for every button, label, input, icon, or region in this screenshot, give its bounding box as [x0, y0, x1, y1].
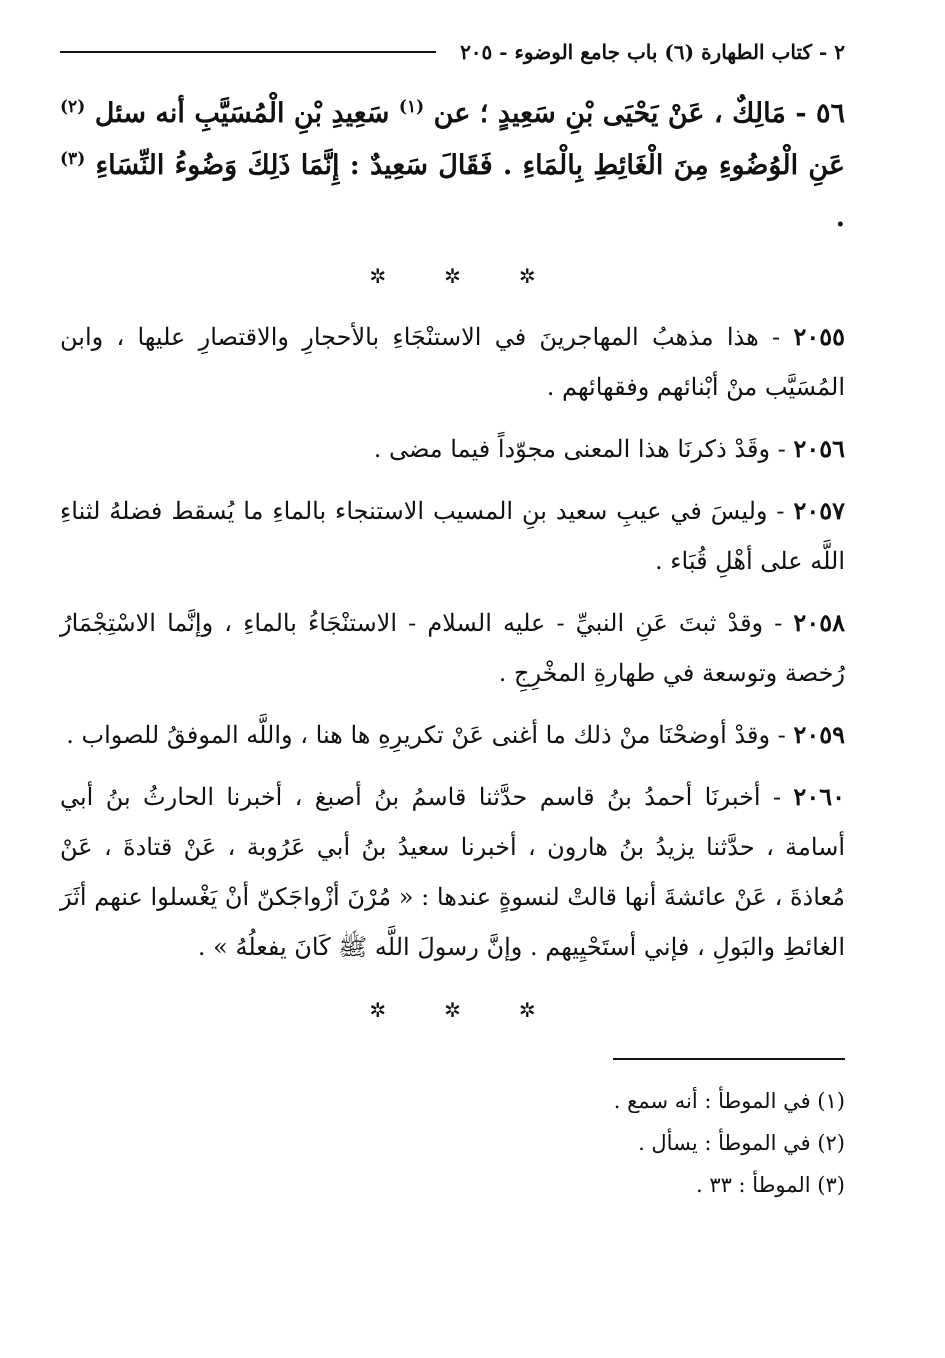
paragraph-number: ٢٠٥٧	[793, 496, 845, 525]
footnotes	[60, 1080, 845, 1206]
paragraph-text: - وليسَ في عيبِ سعيد بنِ المسيب الاستنجاء بالماءِ ما يُسقط فضلهُ لثناءِ اللَّه على أهْلِ قُبَاء .	[60, 497, 845, 575]
footnote-ref-1: (١)	[398, 97, 425, 117]
footnote-ref-3: (٣)	[60, 149, 86, 169]
commentary-paragraph-2059	[60, 704, 845, 766]
paragraph-number: ٢٠٥٨	[793, 608, 845, 637]
book-page	[60, 30, 845, 1330]
star-ornament-icon: ✲	[369, 264, 387, 288]
star-ornament-icon: ✲	[369, 998, 387, 1022]
footnote-ref-2: (٢)	[60, 97, 86, 117]
star-ornament-icon: ✲	[518, 264, 536, 288]
footnote-1: (١) في الموطأ : أنه سمع .	[613, 1089, 845, 1113]
footnote-3: (٣) الموطأ : ٣٣ .	[695, 1173, 845, 1197]
paragraph-number: ٢٠٥٥	[793, 322, 845, 351]
running-header	[60, 30, 845, 74]
commentary-paragraph-2055	[60, 306, 845, 418]
paragraph-text: - وقَدْ ذكرنَا هذا المعنى مجوّداً فيما مضى .	[373, 435, 786, 463]
commentary-paragraph-2057	[60, 480, 845, 592]
paragraph-text: - أخبرنَا أحمدُ بنُ قاسم حدَّثنا قاسمُ بنُ أصبغ ، أخبرنا الحارثُ بنُ أبي أسامة ، حدَّثنا يزيدُ بنُ هارون ، أخبرنا سعيدُ بنُ أبي عَرُوبة ، عَنْ قتادةَ ، عَنْ مُعاذةَ ، عَنْ عائشةَ أنها قالتْ لنسوةٍ عندها : « مُرْنَ أزْواجَكنّ أنْ يَغْسلوا عنهم أثَرَ الغائطِ والبَولِ ، فإني أستَحْيِيهم . وإنَّ رسولَ اللَّه ﷺ كَانَ يفعلُهُ » .	[60, 783, 845, 961]
footnote-2: (٢) في الموطأ : يسأل .	[638, 1131, 845, 1155]
hadith-number: ٥٦	[816, 98, 846, 129]
hadith-text-part-3: عَنِ الْوُضُوءِ مِنَ الْغَائِطِ بِالْمَاءِ . فَقَالَ سَعِيدٌ : إِنَّمَا ذَلِكَ وَضُوءُ النِّسَاءِ	[95, 150, 845, 181]
paragraph-text: - وقدْ أوضحْنَا منْ ذلك ما أغنى عَنْ تكريرِهِ ها هنا ، واللَّه الموفقُ للصواب .	[66, 721, 786, 749]
paragraph-text: - هذا مذهبُ المهاجرينَ في الاستنْجَاءِ بالأحجارِ والاقتصارِ عليها ، وابن المُسَيَّب منْ أبْنائهم وفقهائهم .	[60, 323, 845, 401]
star-ornament-icon: ✲	[444, 998, 461, 1022]
hadith-text-part-4: .	[835, 202, 845, 233]
commentary-paragraph-2058	[60, 592, 845, 704]
star-ornament-icon: ✲	[518, 998, 536, 1022]
commentary-paragraph-2060	[60, 766, 845, 978]
footnote-separator	[613, 1058, 845, 1060]
paragraph-number: ٢٠٥٩	[793, 720, 845, 749]
section-divider-stars	[60, 256, 845, 296]
paragraph-number: ٢٠٥٦	[793, 434, 845, 463]
header-rule	[60, 51, 436, 53]
paragraph-text: - وقدْ ثبتَ عَنِ النبيِّ - عليه السلام - الاستنْجَاءُ بالماءِ ، وإنَّما الاسْتِجْمَارُ رُخصة وتوسعة في طهارةِ المخْرِجِ .	[60, 609, 845, 687]
hadith-56	[60, 88, 845, 244]
section-divider-stars-bottom	[60, 990, 845, 1030]
paragraph-number: ٢٠٦٠	[793, 782, 845, 811]
running-header-title: ٢ - كتاب الطهارة (٦) باب جامع الوضوء - ٢٠٥	[460, 40, 845, 64]
hadith-text-part-2: سَعِيدِ بْنِ الْمُسَيَّبِ أنه سئل	[94, 98, 390, 129]
commentary-paragraph-2056	[60, 418, 845, 480]
star-ornament-icon: ✲	[444, 264, 461, 288]
hadith-text-part-1: - مَالِكٌ ، عَنْ يَحْيَى بْنِ سَعِيدٍ ؛ عن	[433, 98, 807, 129]
